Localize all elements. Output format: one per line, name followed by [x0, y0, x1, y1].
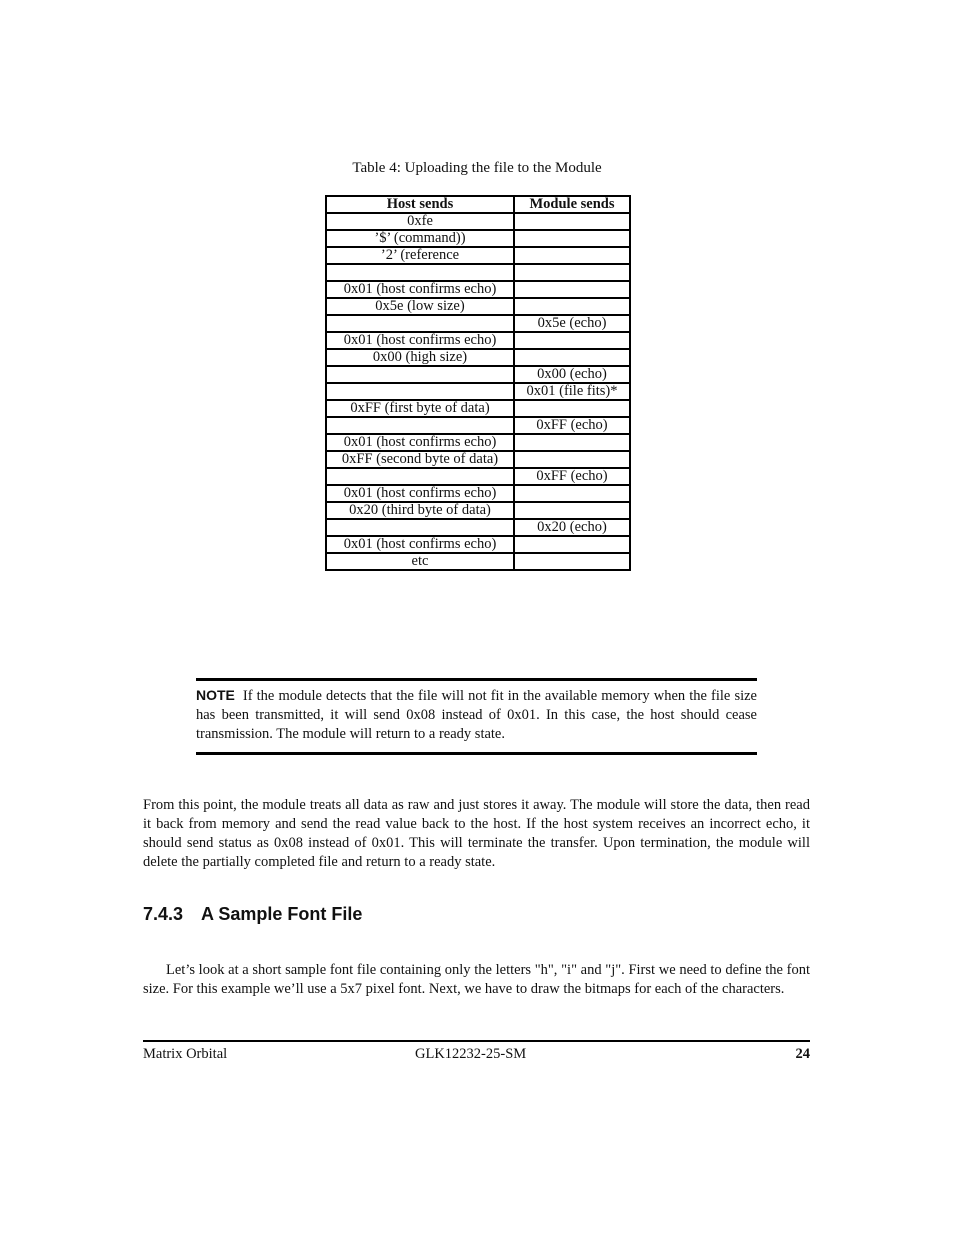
note-box: [196, 678, 757, 755]
module-sends-cell: [514, 230, 630, 247]
table-row: [326, 315, 630, 332]
host-sends-cell: ’2’ (reference: [326, 247, 514, 264]
host-sends-cell: [326, 417, 514, 434]
table-row: [326, 298, 630, 315]
table-row: [326, 553, 630, 570]
table-row: [326, 366, 630, 383]
table-row: [326, 247, 630, 264]
module-sends-cell: [514, 247, 630, 264]
module-sends-cell: [514, 264, 630, 281]
host-sends-cell: etc: [326, 553, 514, 570]
host-sends-cell: 0x00 (high size): [326, 349, 514, 366]
table-row: [326, 264, 630, 281]
module-sends-cell: [514, 451, 630, 468]
module-sends-cell: [514, 434, 630, 451]
section-title: A Sample Font File: [201, 904, 363, 924]
host-sends-cell: [326, 366, 514, 383]
module-sends-cell: 0x5e (echo): [514, 315, 630, 332]
footer-document-id: GLK12232-25-SM: [415, 1046, 527, 1062]
module-sends-cell: 0x01 (file fits)*: [514, 383, 630, 400]
module-sends-cell: [514, 502, 630, 519]
module-sends-cell: [514, 298, 630, 315]
host-sends-cell: ’$’ (command)): [326, 230, 514, 247]
table-row: [326, 485, 630, 502]
host-sends-cell: 0x01 (host confirms echo): [326, 434, 514, 451]
host-sends-cell: [326, 468, 514, 485]
host-sends-cell: 0x01 (host confirms echo): [326, 332, 514, 349]
host-sends-cell: [326, 264, 514, 281]
body-paragraph-font-file: Let’s look at a short sample font file containing only the letters "h", "i" and "j". First we need to define the font size. For this example we’ll use a 5x7 pixel font. Next, we have to draw the bitmaps for each of the characters.: [143, 962, 810, 997]
host-sends-cell: [326, 383, 514, 400]
page-footer: [143, 1040, 810, 1068]
note-text: If the module detects that the file will not fit in the available memory when the file size has been transmitted, it will send 0x08 instead of 0x01. In this case, the host should cease transmission. The module will return to a ready state.: [196, 688, 757, 742]
module-sends-cell: [514, 349, 630, 366]
host-sends-cell: 0xfe: [326, 213, 514, 230]
host-sends-cell: 0x01 (host confirms echo): [326, 536, 514, 553]
footer-company: Matrix Orbital: [143, 1046, 228, 1062]
body-paragraph: From this point, the module treats all data as raw and just stores it away. The module will store the data, then read it back from memory and send the read value back to the host. If the host system receives an incorrect echo, it should send status as 0x08 instead of 0x01. This will terminate the transfer. Upon termination, the module will delete the partially completed file and return to a ready state.: [143, 797, 810, 870]
table-row: [326, 213, 630, 230]
table-row: [326, 400, 630, 417]
module-sends-cell: [514, 553, 630, 570]
table-row: [326, 502, 630, 519]
table-row: [326, 230, 630, 247]
table-row: [326, 468, 630, 485]
section-heading: [143, 904, 362, 925]
module-sends-cell: 0xFF (echo): [514, 468, 630, 485]
table-row: [326, 332, 630, 349]
table-row: [326, 417, 630, 434]
table-row: [326, 349, 630, 366]
section-number: 7.4.3: [143, 904, 184, 924]
host-sends-cell: 0x20 (third byte of data): [326, 502, 514, 519]
host-sends-cell: [326, 519, 514, 536]
host-sends-cell: 0xFF (second byte of data): [326, 451, 514, 468]
module-sends-cell: [514, 400, 630, 417]
module-sends-cell: 0x20 (echo): [514, 519, 630, 536]
column-header-module: Module sends: [514, 196, 630, 213]
module-sends-cell: 0x00 (echo): [514, 366, 630, 383]
host-sends-cell: 0xFF (first byte of data): [326, 400, 514, 417]
module-sends-cell: 0xFF (echo): [514, 417, 630, 434]
host-sends-cell: 0x5e (low size): [326, 298, 514, 315]
table-row: [326, 536, 630, 553]
host-sends-cell: 0x01 (host confirms echo): [326, 485, 514, 502]
table-row: [326, 519, 630, 536]
module-sends-cell: [514, 213, 630, 230]
module-sends-cell: [514, 281, 630, 298]
table-row: [326, 281, 630, 298]
module-sends-cell: [514, 332, 630, 349]
table-header-row: [326, 196, 630, 213]
table-caption: Table 4: Uploading the file to the Module: [352, 160, 602, 176]
note-label: NOTE: [196, 687, 235, 703]
table-body: [326, 213, 630, 570]
page-number: 24: [795, 1046, 810, 1062]
module-sends-cell: [514, 485, 630, 502]
table-row: [326, 434, 630, 451]
host-sends-cell: [326, 315, 514, 332]
table-row: [326, 451, 630, 468]
upload-table: [325, 195, 631, 571]
table-row: [326, 383, 630, 400]
module-sends-cell: [514, 536, 630, 553]
host-sends-cell: 0x01 (host confirms echo): [326, 281, 514, 298]
column-header-host: Host sends: [326, 196, 514, 213]
